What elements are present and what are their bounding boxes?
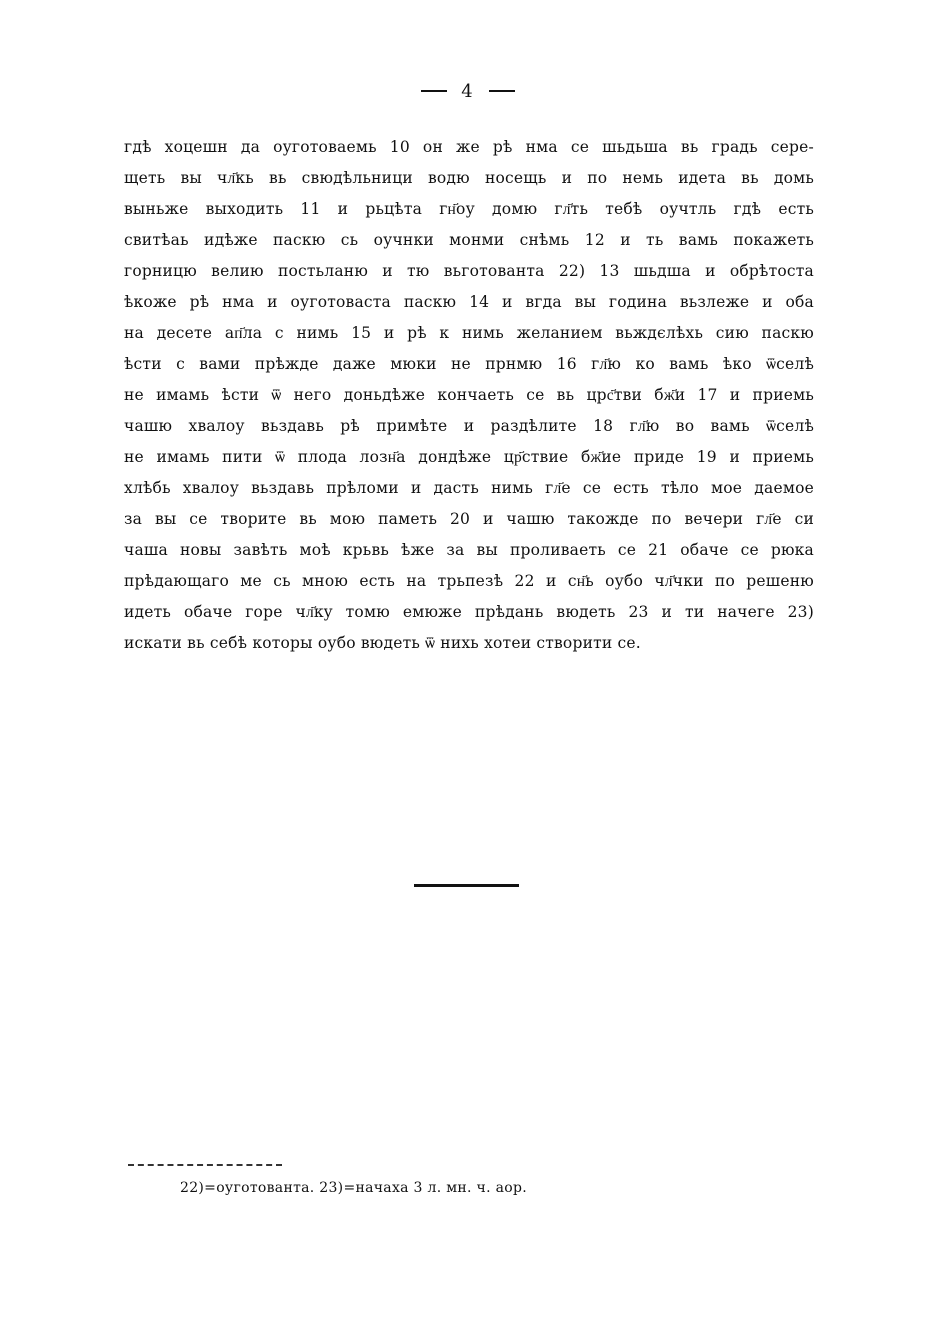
page-number: 4 — [461, 80, 475, 102]
text-line: гдѣ хоцешн да оуготоваемь 10 он же рѣ нма се шьдьша вь градь сере- — [124, 138, 814, 156]
text-line: ѣкоже рѣ нма и оуготовaста паскю 14 и вгда вы година вьзлеже и оба — [124, 293, 814, 311]
text-line: свитѣаь идѣже паскю сь оучнки монми снѣмь 12 и ть вамь покажеть — [124, 231, 814, 249]
page-header — [0, 80, 936, 102]
text-line: на десете ап҃ла с нимь 15 и рѣ к нимь желанием вьждєлѣхь сию паскю — [124, 324, 814, 342]
header-dash-left — [421, 90, 447, 92]
text-line: горницю велию постьланю и тю вьготовaнта 22) 13 шьдша и обрѣтоста — [124, 262, 814, 280]
section-divider — [414, 884, 519, 887]
text-line: ѣсти с вами прѣжде даже мюки не прнмю 16 гл҃ю ко вамь ѣко ѿселѣ — [124, 355, 814, 373]
text-line: за вы се творите вь мою паметь 20 и чашю такожде по вечери гл҃е си — [124, 510, 814, 528]
text-line: идеть обаче горе чл҃кy томю емюже прѣдань вюдеть 23 и ти начеге 23) — [124, 603, 814, 621]
text-line: не имамь ѣсти ѿ него доньдѣже кончаеть се вь црс҃тви бж҃и 17 и приемь — [124, 386, 814, 404]
footnote-divider — [128, 1164, 282, 1166]
text-line: чаша новы завѣть моѣ крьвь ѣже за вы проливаеть се 21 обаче се рюка — [124, 541, 814, 559]
text-line: выньже выходить 11 и рьцѣта гн҃оу домю гл҃ть тебѣ оучтль гдѣ есть — [124, 200, 814, 218]
text-line: чашю хвалоу вьздавь рѣ примѣте и раздѣлите 18 гл҃ю во вамь ѿселѣ — [124, 417, 814, 435]
text-line: щеть вы чл҃кь вь свюдѣльници водю носещь и по немь идета вь домь — [124, 169, 814, 187]
text-line: прѣдающаго ме сь мною есть на трьпезѣ 22 и сн҃ь оубо чл҃чки по решеню — [124, 572, 814, 590]
body-text — [124, 132, 814, 659]
text-line: хлѣбь хвалоу вьздавь прѣломи и дасть нимь гл҃е се есть тѣло мое даемое — [124, 479, 814, 497]
text-line: не имамь пити ѿ плода лозн҃а дондѣже цр҃ствие бж҃ие приде 19 и приемь — [124, 448, 814, 466]
text-line: искати вь себѣ которы оубо вюдеть ѿ нихь хотеи створити се. — [124, 634, 641, 652]
footnotes: 22)=оуготовaнта. 23)=начаxа 3 л. мн. ч. аор. — [180, 1180, 527, 1196]
header-dash-right — [489, 90, 515, 92]
